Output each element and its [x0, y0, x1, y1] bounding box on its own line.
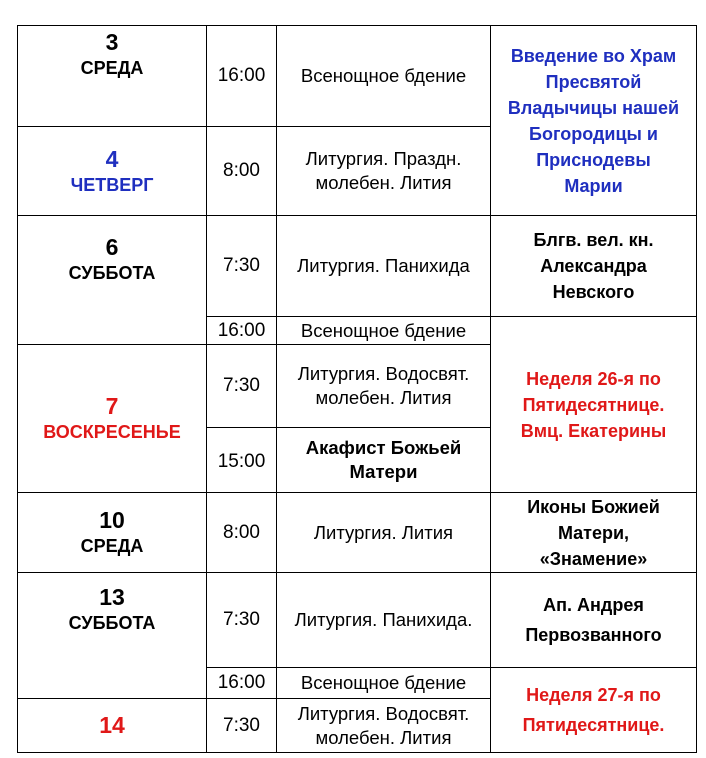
- feast-line: Пресвятой: [545, 71, 642, 92]
- day-number: 10: [99, 507, 125, 533]
- service-time: 8:00: [223, 160, 260, 181]
- service-time: 8:00: [223, 521, 260, 543]
- day-cell: [18, 228, 206, 290]
- day-cell: [18, 345, 206, 492]
- day-cell: [18, 699, 206, 752]
- feast-line: Первозванного: [525, 625, 662, 645]
- feast-line: Неделя 27-я по: [526, 685, 661, 705]
- feast-line: Марии: [564, 175, 623, 196]
- grid-line: [17, 752, 697, 753]
- day-cell: [18, 493, 206, 572]
- feast-cell: [491, 317, 696, 492]
- service-time: 15:00: [217, 451, 266, 472]
- feast-cell: [491, 26, 696, 215]
- feast-line: Богородицы и: [529, 123, 658, 144]
- feast-line: Александра: [540, 256, 647, 276]
- schedule-table: [17, 25, 697, 753]
- day-cell: [18, 25, 206, 83]
- feast-cell: [491, 216, 696, 316]
- day-number: 7: [105, 393, 119, 419]
- service-time: 7:30: [223, 375, 260, 396]
- feast-line: Неделя 26-я по: [526, 368, 661, 389]
- grid-line: [696, 25, 697, 753]
- feast-line: Иконы Божией: [527, 496, 660, 517]
- service-name: Литургия. Водосвят. молебен. Лития: [297, 363, 470, 408]
- service-name: Всенощное бдение: [300, 319, 467, 341]
- service-time: 16:00: [217, 319, 266, 341]
- service-name: Литургия. Водосвят. молебен. Лития: [297, 702, 470, 748]
- feast-line: «Знамение»: [539, 548, 648, 569]
- day-number: 4: [105, 145, 119, 172]
- day-name: ВОСКРЕСЕНЬЕ: [43, 422, 181, 442]
- service-name: Литургия. Панихида.: [294, 609, 473, 630]
- feast-cell: [491, 573, 696, 667]
- day-cell: [18, 579, 206, 639]
- feast-line: Приснодевы: [536, 149, 651, 170]
- service-name: Всенощное бдение: [300, 672, 467, 693]
- day-name: СРЕДА: [80, 57, 144, 78]
- feast-line: Введение во Храм: [510, 45, 677, 66]
- feast-line: Пятидесятнице.: [522, 715, 665, 735]
- day-number: 14: [99, 712, 125, 738]
- day-cell: [18, 127, 206, 215]
- day-name: СУББОТА: [68, 262, 156, 283]
- feast-line: Владычицы нашей: [507, 97, 680, 118]
- service-time: 7:30: [223, 714, 260, 736]
- day-name: ЧЕТВЕРГ: [70, 174, 154, 195]
- feast-line: Блгв. вел. кн.: [533, 230, 654, 250]
- feast-line: Матери,: [557, 522, 630, 543]
- service-time: 7:30: [223, 609, 260, 630]
- feast-line: Вмц. Екатерины: [520, 420, 667, 441]
- feast-line: Невского: [552, 282, 635, 302]
- feast-line: Ап. Андрея: [543, 595, 644, 615]
- day-number: 13: [99, 583, 125, 610]
- service-name: Литургия. Праздн. молебен. Лития: [305, 148, 462, 193]
- service-time: 7:30: [223, 255, 260, 276]
- feast-line: Пятидесятнице.: [522, 394, 665, 415]
- feast-cell: [491, 493, 696, 572]
- day-number: 3: [105, 28, 119, 55]
- service-name: Всенощное бдение: [300, 65, 467, 86]
- service-time: 16:00: [217, 672, 266, 693]
- service-name: Литургия. Панихида: [297, 255, 470, 276]
- service-name: Литургия. Лития: [313, 521, 454, 543]
- service-time: 16:00: [217, 65, 266, 86]
- feast-cell: [491, 668, 696, 752]
- day-name: СРЕДА: [80, 536, 144, 556]
- day-name: СУББОТА: [68, 612, 156, 633]
- service-name: Акафист Божьей Матери: [305, 437, 462, 482]
- day-number: 6: [105, 233, 119, 260]
